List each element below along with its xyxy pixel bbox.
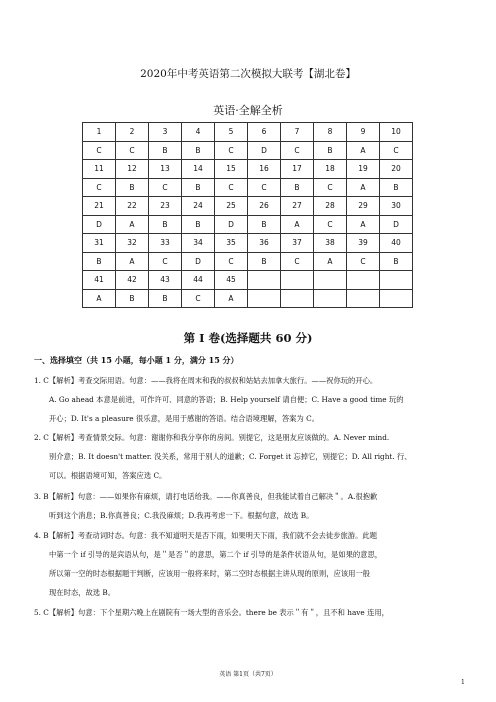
explanation-line: 别介意；B. It doesn't matter. 没关系，常用于别人的道歉；C. Forget it 忘掉它，别提它；D. All right. 行、 xyxy=(49,452,412,461)
answer-table-cell: 4 xyxy=(182,123,215,142)
answer-table-cell: 35 xyxy=(215,234,248,253)
answer-table-cell: 38 xyxy=(314,234,347,253)
answer-table-cell: 21 xyxy=(83,197,116,216)
answer-table-row xyxy=(83,252,413,271)
answer-table-cell: C xyxy=(314,178,347,197)
answer-table-cell: C xyxy=(380,141,413,160)
answer-table-cell: 37 xyxy=(281,234,314,253)
answer-table-cell: 30 xyxy=(380,197,413,216)
explanation-line: 现在时态，故选 B。 xyxy=(49,588,116,597)
page-number: 1 xyxy=(461,679,465,686)
answer-table-cell: 13 xyxy=(149,160,182,179)
answer-table-cell: 40 xyxy=(380,234,413,253)
explanation-line: 听到这个消息；B.你真善良；C.我没麻烦；D.我再考虑一下。根据句意，故选 B。 xyxy=(49,511,314,520)
answer-table-cell: 28 xyxy=(314,197,347,216)
answer-table-row xyxy=(83,178,413,197)
answer-table-cell: D xyxy=(248,141,281,160)
answer-table-cell: A xyxy=(347,141,380,160)
explanation-line: 开心；D. It's a pleasure 很乐意，是用于感谢的答语。结合语境理解，答案为 C。 xyxy=(49,414,319,423)
explanation-line: 2. C【解析】考查情景交际。句意：谢谢你和我分享你的房间。别提它，这是朋友应该做的。A. Never mind. xyxy=(34,433,390,442)
answer-table-cell xyxy=(314,289,347,308)
answer-table-cell: C xyxy=(215,178,248,197)
answer-table-cell: 25 xyxy=(215,197,248,216)
answer-table-cell xyxy=(380,271,413,290)
answer-table-cell xyxy=(347,289,380,308)
explanation-block-1 xyxy=(34,371,464,428)
answer-table-cell xyxy=(314,271,347,290)
answer-table-cell: 44 xyxy=(182,271,215,290)
answer-table-cell: B xyxy=(248,215,281,234)
explanation-block-2 xyxy=(34,428,464,485)
explanation-block-3 xyxy=(34,487,464,525)
answer-table-cell xyxy=(248,289,281,308)
answer-table-cell: D xyxy=(380,215,413,234)
answer-table-cell: C xyxy=(248,178,281,197)
answer-table-row xyxy=(83,141,413,160)
answer-table-cell: C xyxy=(149,178,182,197)
answer-table-cell: 1 xyxy=(83,123,116,142)
answer-table-cell: 3 xyxy=(149,123,182,142)
section-title: 第 I 卷(选择题共 60 分) xyxy=(183,331,313,345)
answer-table-cell: 39 xyxy=(347,234,380,253)
answer-table-row xyxy=(83,271,413,290)
answer-table-cell: 22 xyxy=(116,197,149,216)
answer-table-cell: 8 xyxy=(314,123,347,142)
answer-table-cell: 29 xyxy=(347,197,380,216)
explanation-line: A. Go ahead 本意是前进，可作许可、同意的答语；B. Help yourself 请自便；C. Have a good time 玩的 xyxy=(49,395,404,404)
answer-table-cell: C xyxy=(347,252,380,271)
explanation-line: 3. B【解析】句意：——如果你有麻烦，请打电话给我。——你真善良，但我能试着自己解决＂。A.很抱歉 xyxy=(34,492,378,501)
answer-table-cell xyxy=(281,271,314,290)
answer-table-row xyxy=(83,234,413,253)
answer-table-cell: 36 xyxy=(248,234,281,253)
answer-table-cell: 19 xyxy=(347,160,380,179)
answer-table-cell: 26 xyxy=(248,197,281,216)
page-footer: 英语 第1页（共7页） xyxy=(219,671,277,678)
answer-table-row xyxy=(83,197,413,216)
answer-table-cell xyxy=(380,289,413,308)
explanation-block-4 xyxy=(34,526,464,602)
answer-table-cell: A xyxy=(347,215,380,234)
answer-table-cell: 5 xyxy=(215,123,248,142)
answer-table-cell: B xyxy=(314,141,347,160)
answer-table-cell: A xyxy=(347,178,380,197)
answer-table-row xyxy=(83,123,413,142)
answer-table-cell xyxy=(281,289,314,308)
answer-table-cell: 10 xyxy=(380,123,413,142)
answer-table-cell: 14 xyxy=(182,160,215,179)
document-subtitle: 英语·全解全析 xyxy=(213,104,283,117)
answer-table-cell: C xyxy=(281,141,314,160)
answer-table-cell: 16 xyxy=(248,160,281,179)
explanation-line: 所以第一空的时态根据题干判断，应该用一般将来时，第二空时态根据主讲从现的原则，应该用一般 xyxy=(49,569,371,578)
answer-table-cell: C xyxy=(182,289,215,308)
answer-table-cell xyxy=(248,271,281,290)
answer-table-cell: 11 xyxy=(83,160,116,179)
answer-table-cell: 45 xyxy=(215,271,248,290)
answer-table-cell: B xyxy=(83,252,116,271)
explanation-line: 中第一个 if 引导的是宾语从句，是＂是否＂的意思，第二个 if 引导的是条件状语从句，是如果的意思， xyxy=(49,550,383,559)
answer-table-cell: A xyxy=(116,215,149,234)
answer-table-cell: 17 xyxy=(281,160,314,179)
answer-table-cell: 2 xyxy=(116,123,149,142)
answer-table-cell: 12 xyxy=(116,160,149,179)
answer-table-cell: B xyxy=(248,252,281,271)
answer-table xyxy=(82,122,413,308)
part-heading: 一、选择填空（共 15 小题，每小题 1 分，满分 15 分） xyxy=(34,355,239,365)
answer-table-cell: 33 xyxy=(149,234,182,253)
answer-table-cell: B xyxy=(116,178,149,197)
answer-table-cell: B xyxy=(149,215,182,234)
answer-table-cell: 24 xyxy=(182,197,215,216)
answer-table-cell: 23 xyxy=(149,197,182,216)
answer-table-cell: 34 xyxy=(182,234,215,253)
answer-table-cell: 41 xyxy=(83,271,116,290)
explanation-line: 可以。根据语境可知，答案应选 C。 xyxy=(49,471,167,480)
answer-table-cell: 43 xyxy=(149,271,182,290)
answer-table-cell: 6 xyxy=(248,123,281,142)
answer-table-cell: 20 xyxy=(380,160,413,179)
answer-table-cell: 32 xyxy=(116,234,149,253)
answer-table-cell: A xyxy=(83,289,116,308)
answer-table-cell: D xyxy=(182,252,215,271)
answer-table-cell: C xyxy=(149,252,182,271)
answer-table-cell: 9 xyxy=(347,123,380,142)
answer-table-cell: C xyxy=(215,252,248,271)
answer-table-cell: B xyxy=(281,178,314,197)
answer-table-cell: C xyxy=(314,215,347,234)
answer-table-cell: B xyxy=(116,289,149,308)
answer-table-cell: B xyxy=(182,178,215,197)
answer-table-cell: A xyxy=(215,289,248,308)
answer-table-cell: B xyxy=(149,141,182,160)
answer-table-cell: B xyxy=(149,289,182,308)
answer-table-cell: 18 xyxy=(314,160,347,179)
answer-table-cell: C xyxy=(116,141,149,160)
explanation-block-5 xyxy=(34,603,464,622)
answer-table-row xyxy=(83,289,413,308)
answer-table-cell: 7 xyxy=(281,123,314,142)
answer-table-cell: B xyxy=(380,178,413,197)
answer-table-cell: B xyxy=(182,141,215,160)
answer-table-cell xyxy=(347,271,380,290)
document-title: 2020年中考英语第二次模拟大联考【湖北卷】 xyxy=(140,68,356,80)
explanation-line: 4. B【解析】考查动词时态。句意：我不知道明天是否下雨，如果明天下雨，我们就不会去徒步旅游。此题 xyxy=(34,531,377,540)
explanation-line: 1. C【解析】考查交际用语。句意：——我将在周末和我的叔叔和姑姑去加拿大旅行。——祝你玩的开心。 xyxy=(34,376,378,385)
answer-table-cell: 27 xyxy=(281,197,314,216)
answer-table-cell: 15 xyxy=(215,160,248,179)
answer-table-cell: B xyxy=(380,252,413,271)
answer-table-cell: 31 xyxy=(83,234,116,253)
answer-table-cell: A xyxy=(314,252,347,271)
answer-table-cell: A xyxy=(281,215,314,234)
answer-table-cell: C xyxy=(215,141,248,160)
answer-table-cell: 42 xyxy=(116,271,149,290)
answer-table-row xyxy=(83,160,413,179)
answer-table-cell: D xyxy=(83,215,116,234)
answer-table-cell: B xyxy=(182,215,215,234)
explanation-line: 5. C【解析】句意：下个星期六晚上在剧院有一场大型的音乐会。there be 表示＂有＂，且不和 have 连用， xyxy=(34,608,389,617)
answer-table-row xyxy=(83,215,413,234)
answer-table-cell: C xyxy=(83,178,116,197)
answer-table-cell: D xyxy=(215,215,248,234)
answer-table-cell: A xyxy=(116,252,149,271)
answer-table-cell: C xyxy=(83,141,116,160)
answer-table-cell: C xyxy=(281,252,314,271)
